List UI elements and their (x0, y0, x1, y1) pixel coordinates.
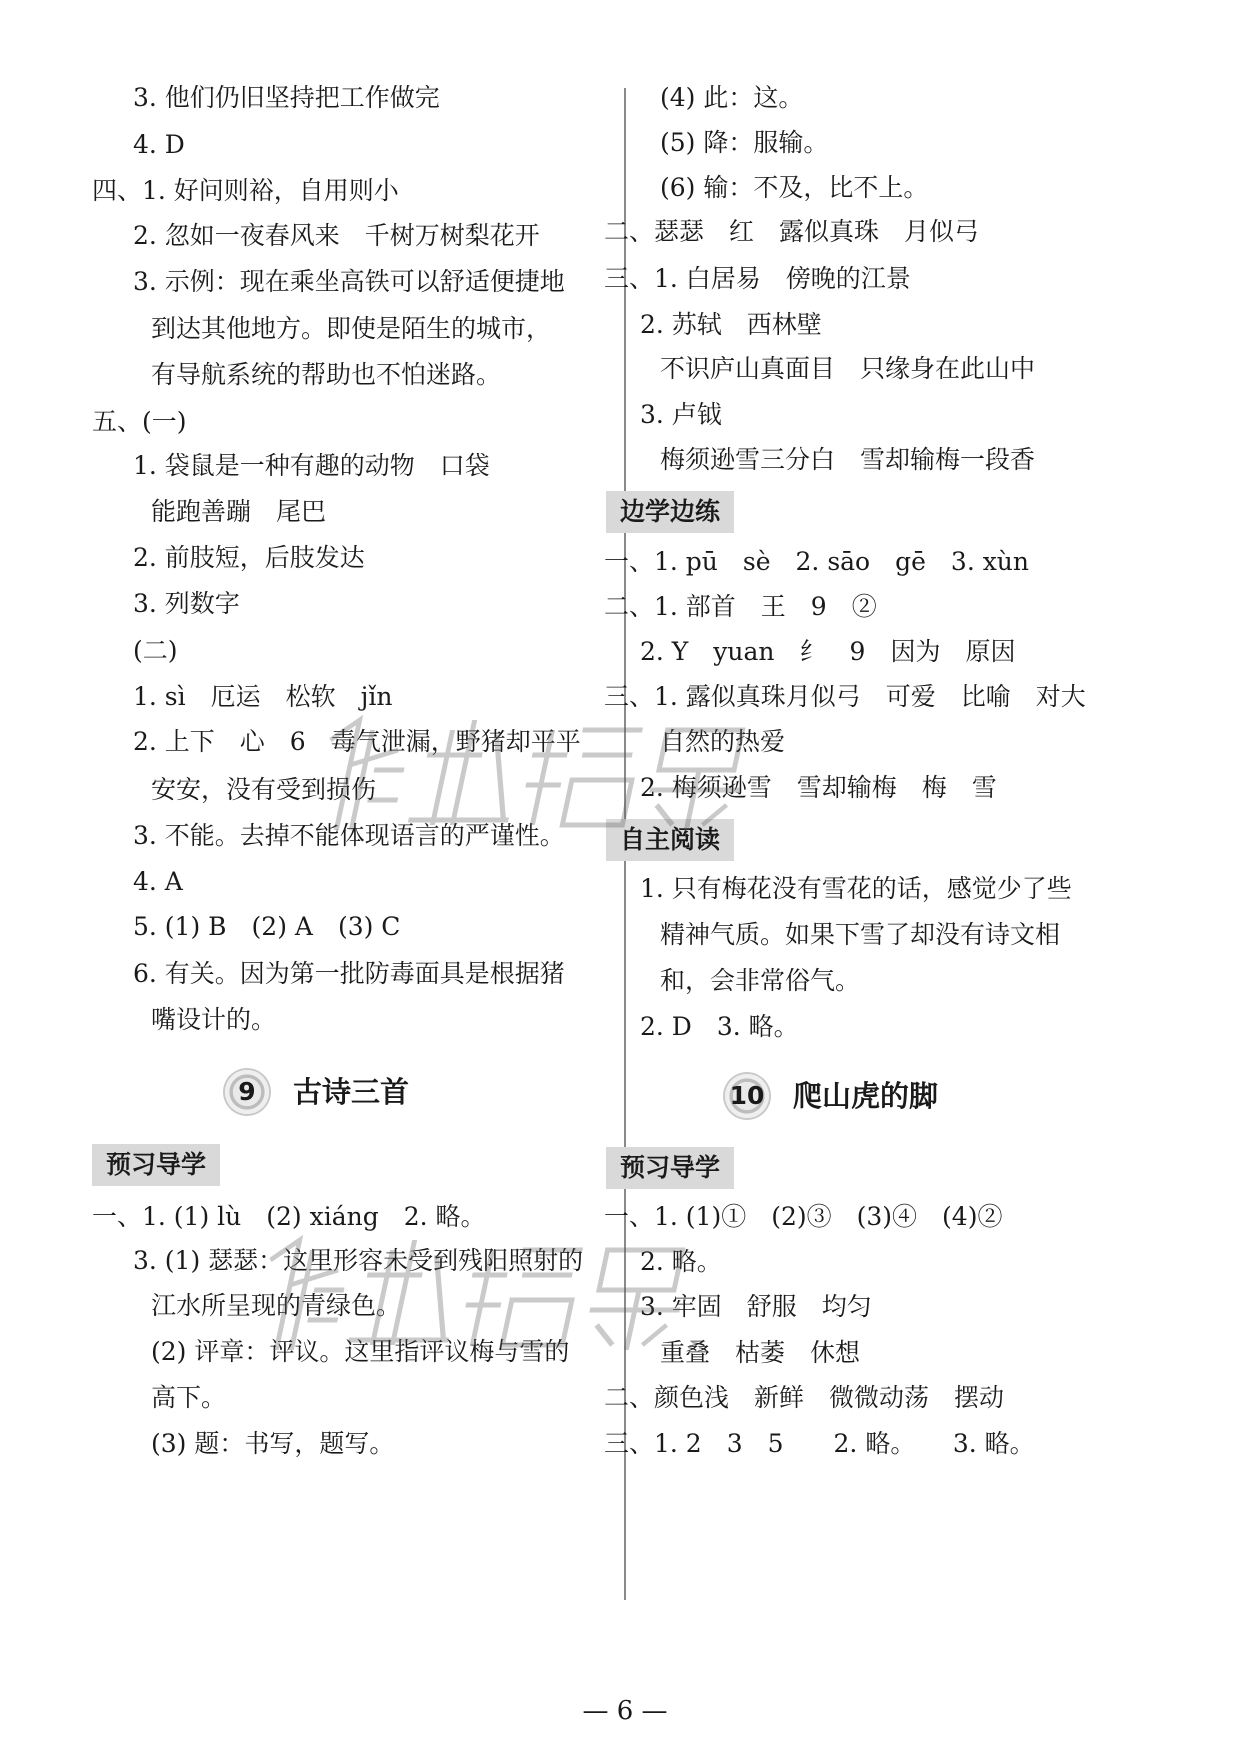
answer-line: 3. 他们仍旧坚持把工作做完 (133, 83, 440, 112)
answer-line: 高下。 (151, 1383, 227, 1412)
answer-line: 3. 示例：现在乘坐高铁可以舒适便捷地 (133, 267, 565, 296)
page-number: — 6 — (582, 1696, 668, 1726)
answer-line: 二、1. 部首 王 9 ② (604, 592, 877, 621)
answer-line: 3. 牢固 舒服 均匀 (640, 1292, 872, 1321)
answer-line: (3) 题：书写，题写。 (151, 1429, 395, 1458)
answer-line: 一、1. pū sè 2. sāo gē 3. xùn (604, 547, 1030, 576)
answer-line: 重叠 枯萎 休想 (660, 1338, 861, 1367)
watermark-logo (283, 710, 777, 868)
answer-line: 1. 只有梅花没有雪花的话，感觉少了些 (640, 874, 1072, 903)
answer-line: (二) (133, 636, 178, 665)
answer-line: 2. 忽如一夜春风来 千树万树梨花开 (133, 221, 540, 250)
section-tag: 预习导学 (92, 1144, 220, 1186)
answer-line: 三、1. 2 3 5 2. 略。 3. 略。 (604, 1429, 1035, 1458)
answer-line: 安安，没有受到损伤 (151, 775, 377, 804)
answer-line: 嘴设计的。 (151, 1005, 277, 1034)
answer-line: 到达其他地方。即使是陌生的城市， (151, 314, 552, 343)
answer-line: 和，会非常俗气。 (660, 966, 861, 995)
section-tag: 预习导学 (606, 1147, 734, 1189)
answer-line: 2. 上下 心 6 毒气泄漏，野猪却平平 (133, 727, 581, 756)
answer-line: 一、1. (1) lù (2) xiáng 2. 略。 (92, 1202, 486, 1231)
answer-line: 能跑善蹦 尾巴 (151, 497, 327, 526)
answer-line: (4) 此：这。 (660, 83, 804, 112)
answer-line: 二、瑟瑟 红 露似真珠 月似弓 (604, 217, 980, 246)
answer-line: 一、1. (1)① (2)③ (3)④ (4)② (604, 1202, 1003, 1231)
answer-line: 1. 袋鼠是一种有趣的动物 口袋 (133, 451, 490, 480)
answer-line: 3. 不能。去掉不能体现语言的严谨性。 (133, 821, 565, 850)
answer-line: 有导航系统的帮助也不怕迷路。 (151, 360, 502, 389)
answer-line: 四、1. 好问则裕，自用则小 (92, 176, 399, 205)
answer-line: 自然的热爱 (660, 727, 786, 756)
answer-line: 3. 列数字 (133, 589, 240, 618)
answer-line: (5) 降：服输。 (660, 128, 829, 157)
answer-line: 梅须逊雪三分白 雪却输梅一段香 (660, 445, 1036, 474)
answer-line: 精神气质。如果下雪了却没有诗文相 (660, 920, 1061, 949)
lesson-number-badge: 10 (725, 1074, 769, 1118)
watermark-logo (223, 1230, 717, 1388)
answer-line: 2. 前肢短，后肢发达 (133, 543, 365, 572)
answer-line: 1. sì 厄运 松软 jǐn (133, 682, 393, 711)
answer-line: 4. A (133, 867, 183, 896)
answer-line: 三、1. 露似真珠月似弓 可爱 比喻 对大 (604, 682, 1086, 711)
answer-line: 6. 有关。因为第一批防毒面具是根据猪 (133, 959, 565, 988)
answer-line: 4. D (133, 130, 185, 159)
answer-line: 2. 苏轼 西林壁 (640, 310, 822, 339)
section-tag: 自主阅读 (606, 819, 734, 861)
answer-line: 三、1. 白居易 傍晚的江景 (604, 264, 911, 293)
answer-line: (2) 评章：评议。这里指评议梅与雪的 (151, 1337, 570, 1366)
answer-line: 2. D 3. 略。 (640, 1012, 799, 1041)
answer-line: 二、颜色浅 新鲜 微微动荡 摆动 (604, 1383, 1005, 1412)
lesson-number-badge: 9 (225, 1070, 269, 1114)
answer-line: 不识庐山真面目 只缘身在此山中 (660, 354, 1036, 383)
answer-line: 2. Y yuan 纟 9 因为 原因 (640, 637, 1016, 666)
lesson-title: 古诗三首 (293, 1075, 410, 1109)
answer-line: 3. (1) 瑟瑟：这里形容未受到残阳照射的 (133, 1246, 584, 1275)
lesson-title: 爬山虎的脚 (793, 1079, 939, 1113)
answer-line: 江水所呈现的青绿色。 (151, 1291, 402, 1320)
answer-line: (6) 输：不及，比不上。 (660, 173, 929, 202)
answer-line: 3. 卢钺 (640, 400, 722, 429)
section-tag: 边学边练 (606, 491, 734, 533)
answer-line: 五、(一) (92, 407, 187, 436)
answer-line: 2. 略。 (640, 1247, 722, 1276)
answer-line: 2. 梅须逊雪 雪却输梅 梅 雪 (640, 773, 997, 802)
answer-line: 5. (1) B (2) A (3) C (133, 912, 401, 941)
